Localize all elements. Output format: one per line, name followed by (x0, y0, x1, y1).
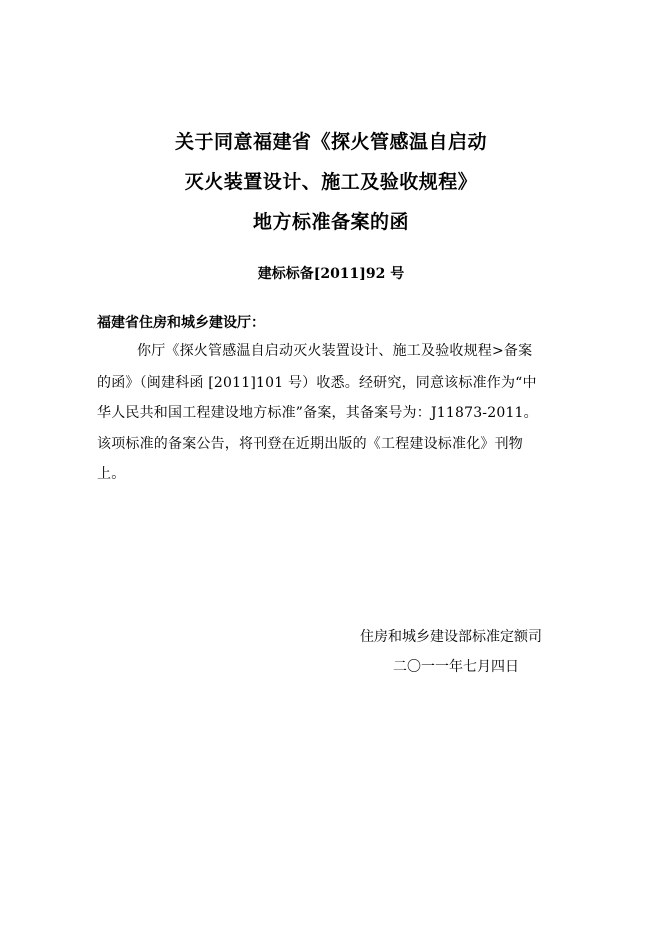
body-line-5: 上。 (97, 466, 126, 482)
title-line-3: 地方标准备案的函 (252, 211, 409, 233)
signature-organization: 住房和城乡建设部标准定额司 (360, 629, 542, 645)
body-line-4: 该项标准的备案公告，将刊登在近期出版的《工程建设标准化》刊物 (97, 436, 523, 452)
body-line-1: 你厅《探火管感温自启动灭火装置设计、施工及验收规程>备案 (137, 343, 533, 359)
body-line-2: 的函》（闽建科函 [2011]101 号）收悉。经研究，同意该标准作为“中 (97, 375, 537, 391)
body-line-3: 华人民共和国工程建设地方标准”备案，其备案号为：J11873-2011。 (97, 405, 538, 421)
title-line-1: 关于同意福建省《探火管感温自启动 (174, 131, 487, 153)
title-line-2: 灭火装置设计、施工及验收规程》 (184, 171, 478, 193)
recipient-salutation: 福建省住房和城乡建设厅： (97, 315, 265, 331)
document-number: 建标标备[2011]92 号 (257, 266, 405, 282)
signature-date: 二〇一一年七月四日 (393, 659, 519, 675)
